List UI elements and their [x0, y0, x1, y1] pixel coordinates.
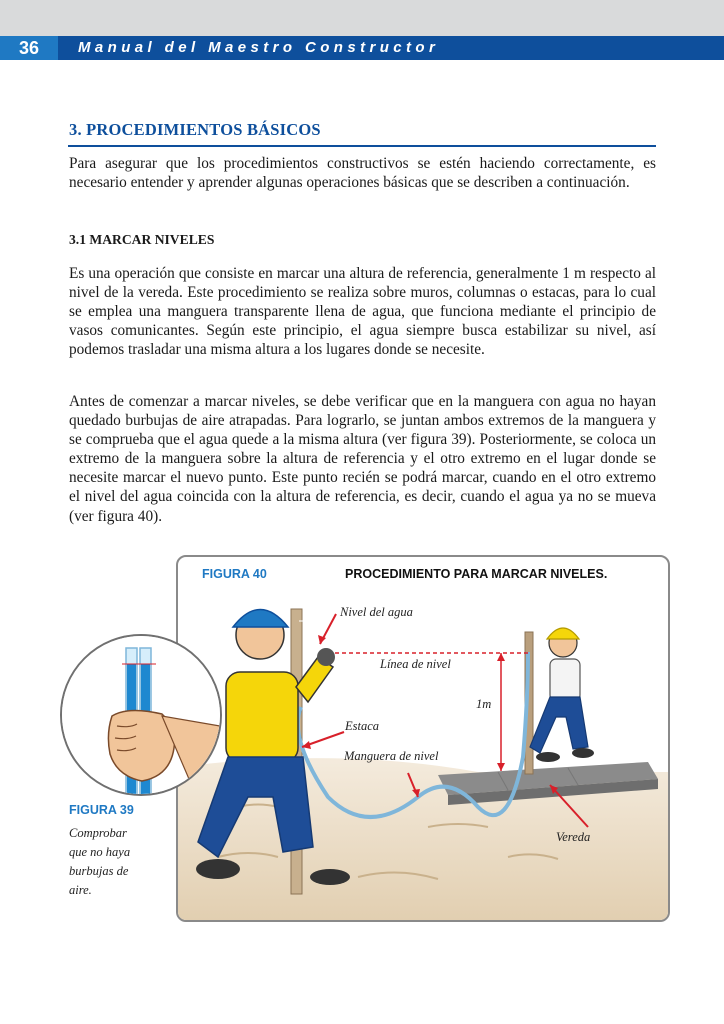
callout-linea-nivel: Línea de nivel [380, 657, 451, 671]
figure-39-caption-line: aire. [69, 883, 92, 897]
subsection-title: 3.1 MARCAR NIVELES [69, 232, 215, 247]
figure-39-caption-line: Comprobar [69, 826, 127, 840]
page-number: 36 [0, 36, 58, 60]
figure-40-title: PROCEDIMIENTO PARA MARCAR NIVELES. [345, 567, 608, 581]
figure-39-circle [60, 634, 222, 796]
figure-39-caption-line: que no haya [69, 845, 131, 859]
callout-estaca: Estaca [345, 719, 380, 733]
figure-40-box [176, 555, 670, 922]
section-title: 3. PROCEDIMIENTOS BÁSICOS [69, 120, 321, 139]
book-title: Manual del Maestro Constructor [78, 39, 440, 56]
callout-manguera: Manguera de nivel [344, 749, 439, 763]
callout-nivel-agua: Nivel del agua [340, 605, 413, 619]
paragraph-1: Es una operación que consiste en marcar una altura de referencia, generalmente 1 m respecto al nivel de la vereda. Este procedimiento se realiza sobre muros, columnas o estacas, para lo cual se emplea una manguera transparente llena de agua, que funciona mediante el principio de vasos comunicantes. Según este principio, el agua siempre busca estabilizar su nivel, así podemos trasladar una misma altura a los lugares donde se necesite. [69, 265, 656, 359]
intro-paragraph: Para asegurar que los procedimientos constructivos se estén haciendo correctamente, es necesario entender y aprender algunas operaciones básicas que se describen a continuación. [69, 155, 656, 192]
section-divider [68, 145, 656, 147]
callout-1m: 1m [476, 697, 492, 711]
figure-39-caption [69, 824, 159, 900]
top-gray-band [0, 0, 724, 36]
figure-40-number: FIGURA 40 [202, 567, 267, 581]
figure-40-illustration [178, 557, 668, 920]
figure-39-number: FIGURA 39 [69, 803, 134, 817]
callout-vereda: Vereda [556, 830, 591, 844]
figure-39-illustration [62, 636, 220, 794]
figure-39-caption-line: burbujas de [69, 864, 129, 878]
paragraph-2: Antes de comenzar a marcar niveles, se debe verificar que en la manguera con agua no hayan quedado burbujas de aire atrapadas. Para lograrlo, se juntan ambos extremos de la manguera y se comprueba que el agua quede a la misma altura (ver figura 39). Posteriormente, se coloca un extremo de la manguera sobre la altura de referencia y el otro extremo en el lugar donde se necesite marcar el nuevo punto. Este punto recién se podrá marcar, cuando en el otro extremo el nivel del agua coincida con la altura de referencia, es decir, cuando el agua ya no se mueva (ver figura 40). [69, 393, 656, 525]
